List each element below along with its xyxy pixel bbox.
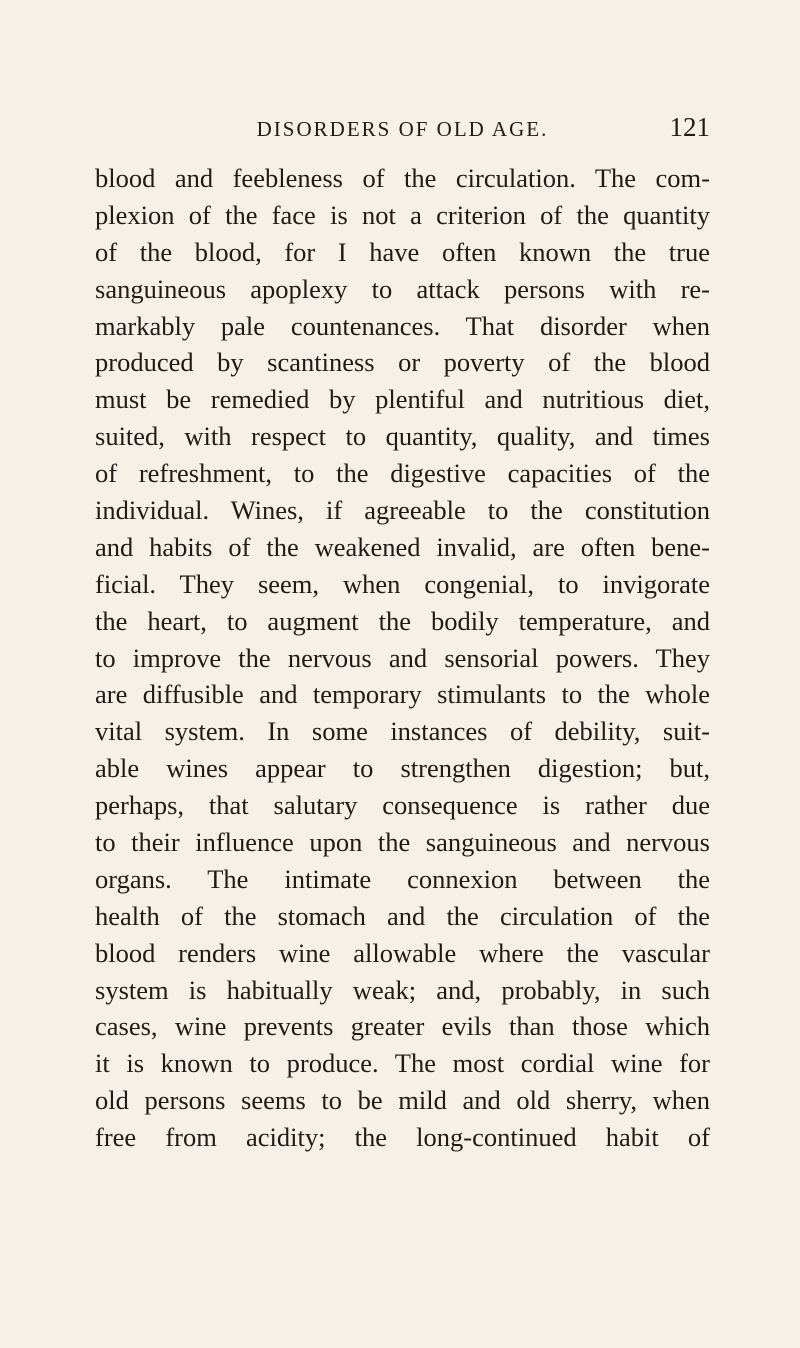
text-line: the heart, to augment the bodily temperature, and [95,605,710,636]
text-line: to improve the nervous and sensorial powers. They [95,642,710,673]
text-line: ficial. They seem, when congenial, to invigorate [95,568,710,599]
text-line: old persons seems to be mild and old sherry, when [95,1085,710,1116]
text-line: blood renders wine allowable where the vascular [95,937,710,968]
text-line: of refreshment, to the digestive capacities of the [95,458,710,489]
text-line: markably pale countenances. That disorder when [95,310,710,341]
running-head [95,112,710,148]
text-line: cases, wine prevents greater evils than those which [95,1011,710,1042]
text-line: organs. The intimate connexion between the [95,863,710,894]
text-line: system is habitually weak; and, probably, in such [95,974,710,1005]
text-line: suited, with respect to quantity, quality, and times [95,421,710,452]
text-line: and habits of the weakened invalid, are often bene- [95,531,710,562]
body-paragraph [95,160,710,1156]
text-line: must be remedied by plentiful and nutritious diet, [95,384,710,415]
text-line: are diffusible and temporary stimulants to the whole [95,679,710,710]
text-line: to their influence upon the sanguineous and nervous [95,827,710,858]
running-title: DISORDERS OF OLD AGE. [256,117,549,141]
page-number: 121 [669,112,710,142]
text-line: plexion of the face is not a criterion of the quantity [95,199,710,230]
text-line: of the blood, for I have often known the true [95,236,710,267]
text-line: free from acidity; the long-continued habit of [95,1122,710,1153]
text-line: vital system. In some instances of debility, suit- [95,716,710,747]
text-line: perhaps, that salutary consequence is rather due [95,790,710,821]
text-line: able wines appear to strengthen digestion; but, [95,753,710,784]
text-line: health of the stomach and the circulation of the [95,900,710,931]
text-line: blood and feebleness of the circulation. The com- [95,163,710,193]
text-line: produced by scantiness or poverty of the blood [95,347,710,378]
text-line: sanguineous apoplexy to attack persons with re- [95,273,710,304]
text-line: individual. Wines, if agreeable to the constitution [95,495,710,526]
text-line: it is known to produce. The most cordial wine for [95,1048,710,1079]
